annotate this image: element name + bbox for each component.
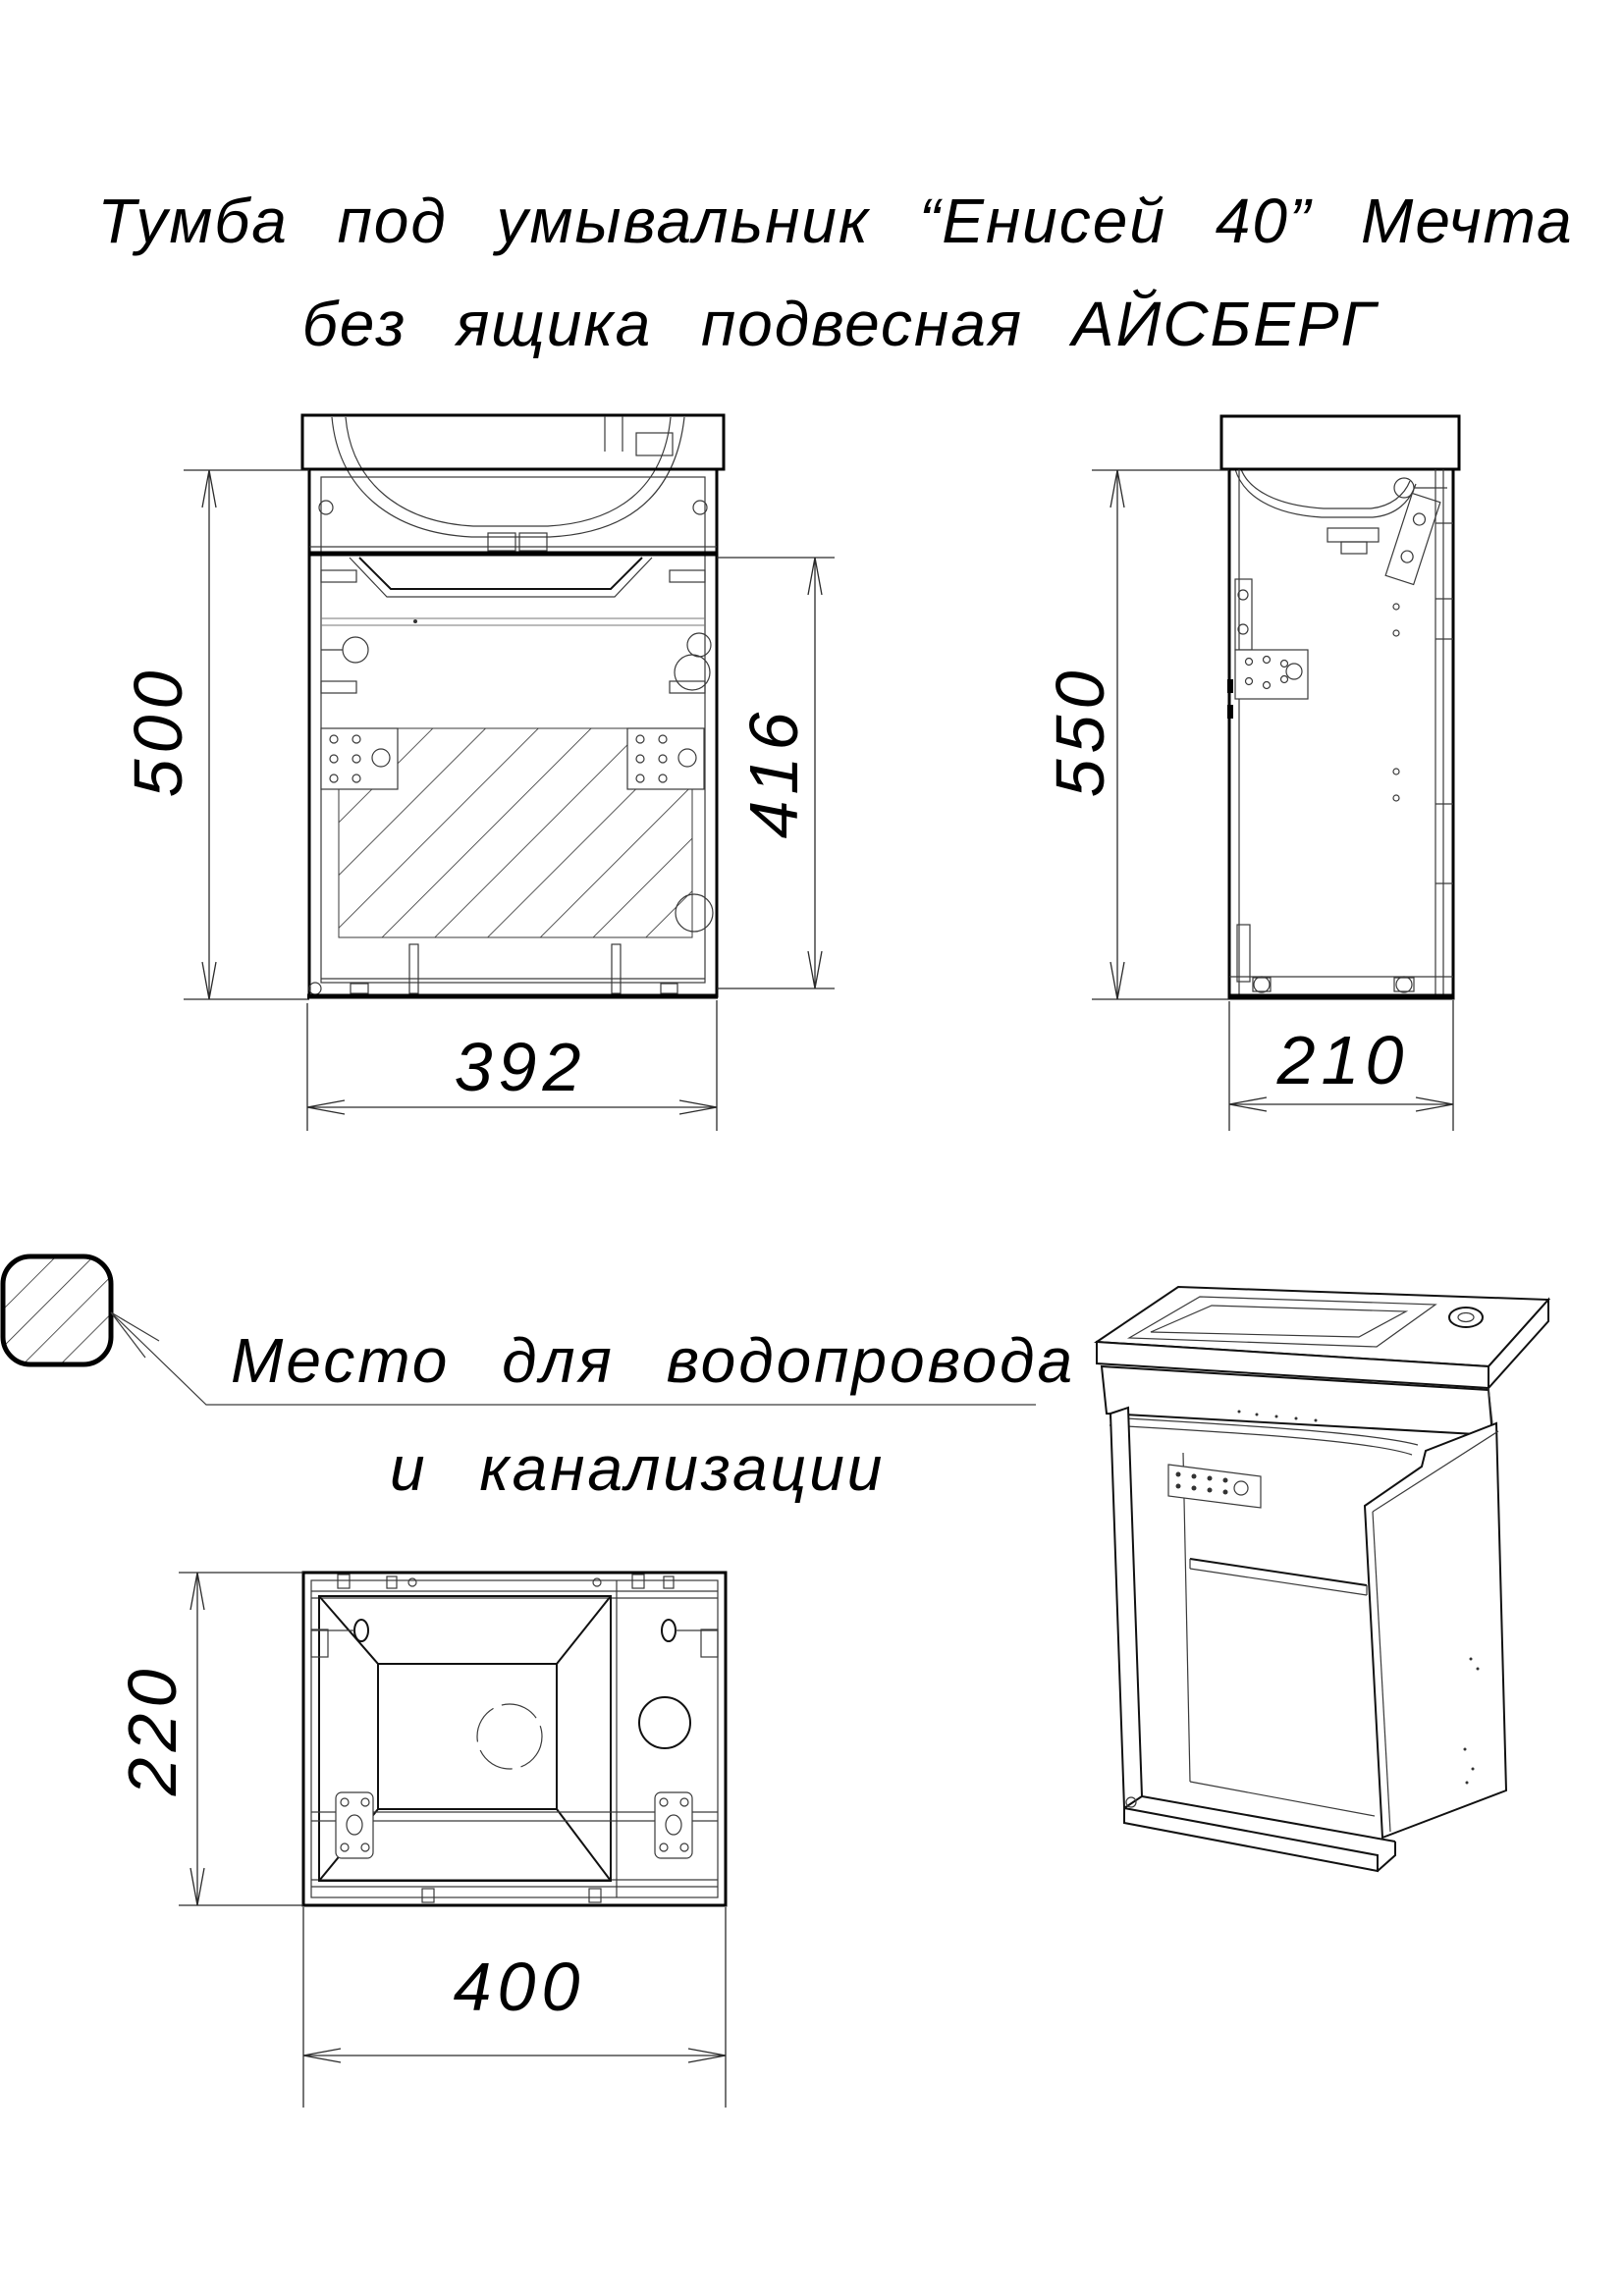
dimension-front-width: 392: [454, 1029, 587, 1105]
top-view-drawing: [303, 1573, 726, 1905]
dimension-side-height: 550: [1042, 665, 1118, 798]
dimension-top-depth: 220: [114, 1663, 190, 1796]
annotation-line-2: и канализации: [390, 1433, 886, 1504]
plumbing-annotation: [3, 1256, 1075, 1504]
title-line-2: без ящика подвесная АЙСБЕРГ: [301, 289, 1378, 359]
dimension-side-depth: 210: [1276, 1022, 1410, 1098]
mounting-plate-right: [627, 728, 704, 789]
plumbing-area-icon: [3, 1256, 111, 1364]
dimension-front-door-height: 416: [735, 706, 812, 839]
title-line-1: Тумба под умывальник “Енисей 40” Мечта: [97, 186, 1574, 256]
top-plate-right: [655, 1792, 692, 1858]
dimension-top-width: 400: [453, 1949, 586, 2025]
dimension-front-height: 500: [120, 665, 196, 798]
top-plate-left: [336, 1792, 373, 1858]
top-dimensions: [114, 1573, 726, 2108]
annotation-line-1: Место для водопровода: [231, 1325, 1076, 1396]
isometric-view-drawing: [1097, 1287, 1548, 1871]
front-view-drawing: [302, 415, 724, 996]
side-view-drawing: [1221, 416, 1459, 998]
mounting-plate-left: [321, 728, 398, 789]
